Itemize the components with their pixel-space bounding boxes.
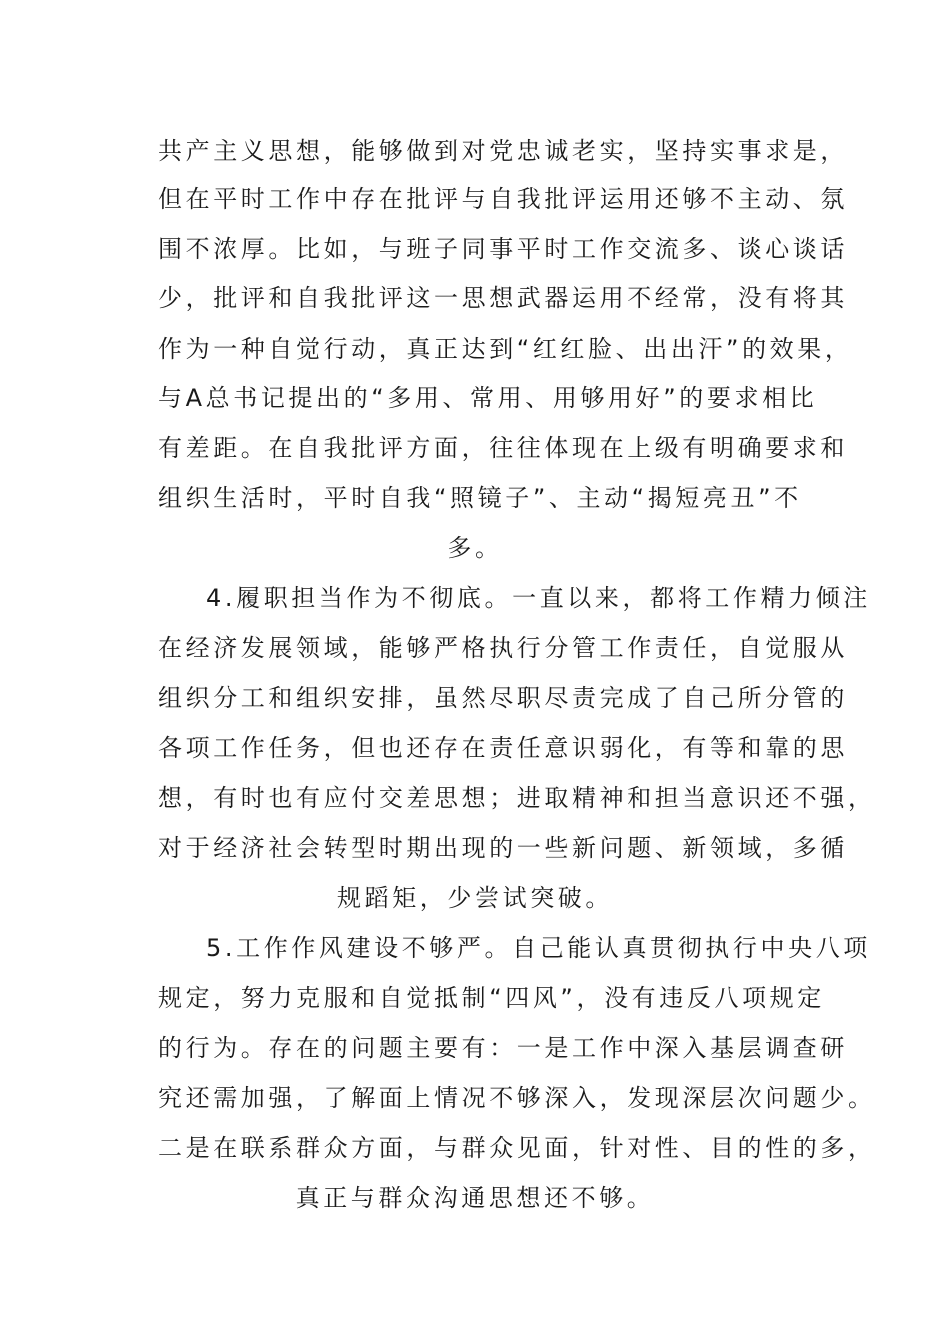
- paragraph-heading-line: 4.履职担当作为不彻底。一直以来，都将工作精力倾注: [206, 584, 871, 612]
- text-line: 二是在联系群众方面，与群众见面，针对性、目的性的多，: [158, 1134, 876, 1162]
- text-line: 对于经济社会转型时期出现的一些新问题、新领域，多循: [158, 834, 848, 862]
- text-line: 的行为。存在的问题主要有：一是工作中深入基层调查研: [158, 1034, 848, 1062]
- text-line-last: 真正与群众沟通思想还不够。: [295, 1184, 655, 1212]
- text-line: 围不浓厚。比如，与班子同事平时工作交流多、谈心谈话: [158, 235, 848, 263]
- text-line-last: 规蹈矩，少尝试突破。: [337, 884, 613, 912]
- text-line: 但在平时工作中存在批评与自我批评运用还够不主动、氛: [158, 185, 848, 213]
- text-line: 少，批评和自我批评这一思想武器运用不经常，没有将其: [158, 284, 848, 312]
- text-line: 想，有时也有应付交差思想；进取精神和担当意识还不强，: [158, 784, 876, 812]
- text-line: 究还需加强，了解面上情况不够深入，发现深层次问题少。: [158, 1084, 876, 1112]
- text-line: 规定，努力克服和自觉抵制“四风”，没有违反八项规定: [158, 984, 825, 1012]
- text-line: 在经济发展领域，能够严格执行分管工作责任，自觉服从: [158, 634, 848, 662]
- paragraph-heading-line: 5.工作作风建设不够严。自己能认真贯彻执行中央八项: [206, 934, 871, 962]
- text-line: 组织分工和组织安排，虽然尽职尽责完成了自己所分管的: [158, 684, 848, 712]
- text-line: 作为一种自觉行动，真正达到“红红脸、出出汗”的效果，: [158, 335, 853, 363]
- text-line: 有差距。在自我批评方面，往往体现在上级有明确要求和: [158, 434, 848, 462]
- text-line: 组织生活时，平时自我“照镜子”、主动“揭短亮丑”不: [158, 484, 802, 512]
- text-line-last: 多。: [447, 534, 503, 562]
- text-line: 各项工作任务，但也还存在责任意识弱化，有等和靠的思: [158, 734, 848, 762]
- text-line: 与A总书记提出的“多用、常用、用够用好”的要求相比: [158, 384, 818, 412]
- text-line: 共产主义思想，能够做到对党忠诚老实，坚持实事求是，: [158, 137, 848, 165]
